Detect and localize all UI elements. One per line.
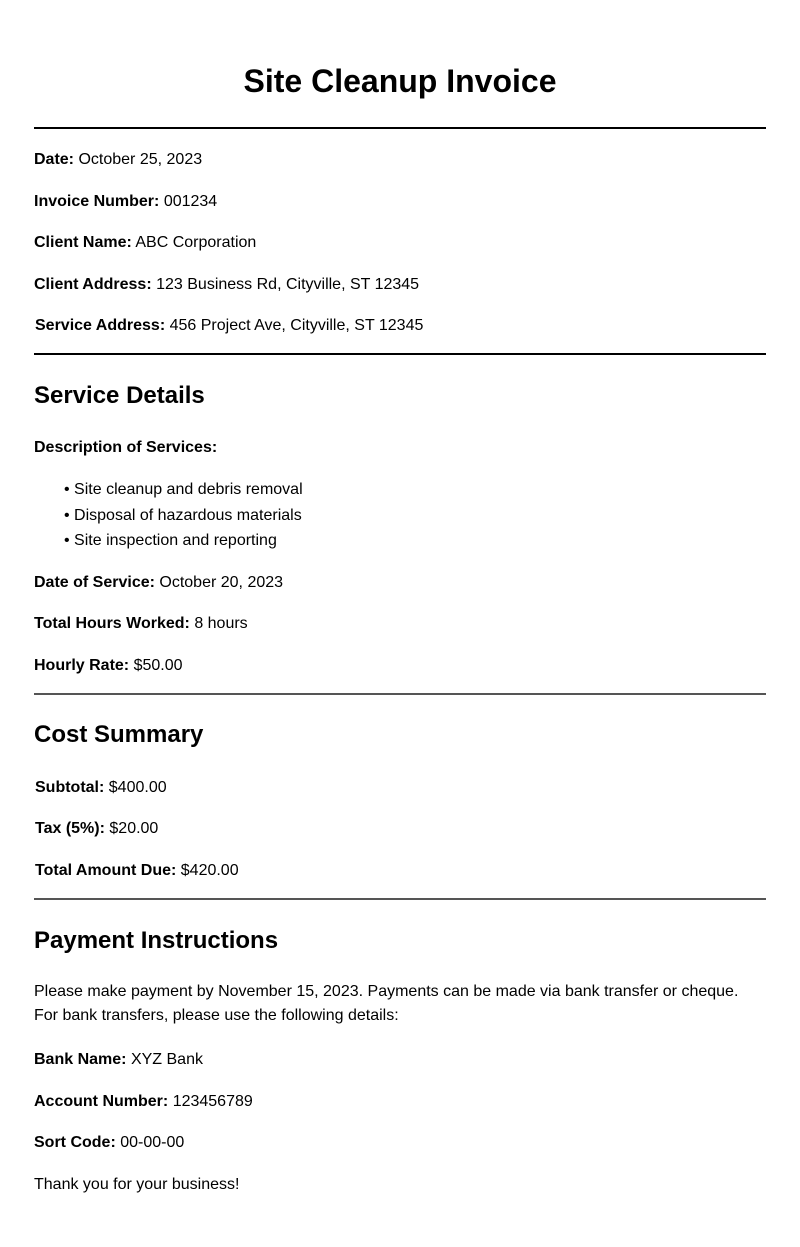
client-address-value: 123 Business Rd, Cityville, ST 12345 xyxy=(156,276,420,293)
client-name-row xyxy=(34,233,256,253)
payment-instructions: Please make payment by November 15, 2023. Payments can be made via bank transfer or cheque. For bank transfers, please use the following details: xyxy=(34,983,739,1024)
date-of-service-row xyxy=(34,573,283,593)
payment-heading: Payment Instructions xyxy=(34,927,279,954)
account-number-label: Account Number: xyxy=(34,1093,169,1110)
invoice-title: Site Cleanup Invoice xyxy=(243,63,557,99)
rate-value: $50.00 xyxy=(133,657,183,674)
cost-summary-heading: Cost Summary xyxy=(34,721,204,748)
client-address-row xyxy=(34,275,419,295)
date-value: October 25, 2023 xyxy=(78,151,203,168)
client-name-label: Client Name: xyxy=(34,234,132,251)
description-label-row xyxy=(34,438,217,458)
service-address-row xyxy=(35,316,423,336)
date-label: Date: xyxy=(34,151,75,168)
hours-label: Total Hours Worked: xyxy=(34,615,190,632)
service-details-heading: Service Details xyxy=(34,382,205,409)
divider-service xyxy=(34,693,766,695)
rate-label: Hourly Rate: xyxy=(34,657,130,674)
service-address-value: 456 Project Ave, Cityville, ST 12345 xyxy=(169,317,424,334)
divider-header xyxy=(34,127,766,129)
hours-row xyxy=(34,614,248,634)
tax-label: Tax (5%): xyxy=(35,820,105,837)
sort-code-label: Sort Code: xyxy=(34,1134,116,1151)
date-row xyxy=(34,150,202,170)
invoice-number-row xyxy=(34,192,217,212)
tax-row xyxy=(35,819,158,839)
subtotal-row xyxy=(35,778,167,798)
service-address-label: Service Address: xyxy=(35,317,166,334)
description-label: Description of Services: xyxy=(34,439,218,456)
rate-row xyxy=(34,656,183,676)
date-of-service-value: October 20, 2023 xyxy=(159,574,284,591)
client-address-label: Client Address: xyxy=(34,276,152,293)
subtotal-value: $400.00 xyxy=(108,779,167,796)
date-of-service-label: Date of Service: xyxy=(34,574,155,591)
sort-code-row xyxy=(34,1133,184,1153)
bank-name-row xyxy=(34,1050,203,1070)
total-label: Total Amount Due: xyxy=(35,862,177,879)
bank-name-label: Bank Name: xyxy=(34,1051,127,1068)
hours-value: 8 hours xyxy=(194,615,248,632)
total-row xyxy=(35,861,239,881)
subtotal-label: Subtotal: xyxy=(35,779,105,796)
list-item: • Site inspection and reporting xyxy=(64,532,277,549)
client-name-value: ABC Corporation xyxy=(135,234,257,251)
list-item: • Disposal of hazardous materials xyxy=(64,507,302,524)
bank-name-value: XYZ Bank xyxy=(130,1051,203,1068)
thank-you-note: Thank you for your business! xyxy=(34,1176,240,1193)
invoice-number-label: Invoice Number: xyxy=(34,193,160,210)
invoice-number-value: 001234 xyxy=(163,193,218,210)
divider-info xyxy=(34,353,766,355)
sort-code-value: 00-00-00 xyxy=(120,1134,185,1151)
tax-value: $20.00 xyxy=(109,820,159,837)
account-number-value: 123456789 xyxy=(172,1093,253,1110)
divider-cost xyxy=(34,898,766,900)
account-number-row xyxy=(34,1092,253,1112)
list-item: • Site cleanup and debris removal xyxy=(64,481,303,498)
total-value: $420.00 xyxy=(180,862,239,879)
